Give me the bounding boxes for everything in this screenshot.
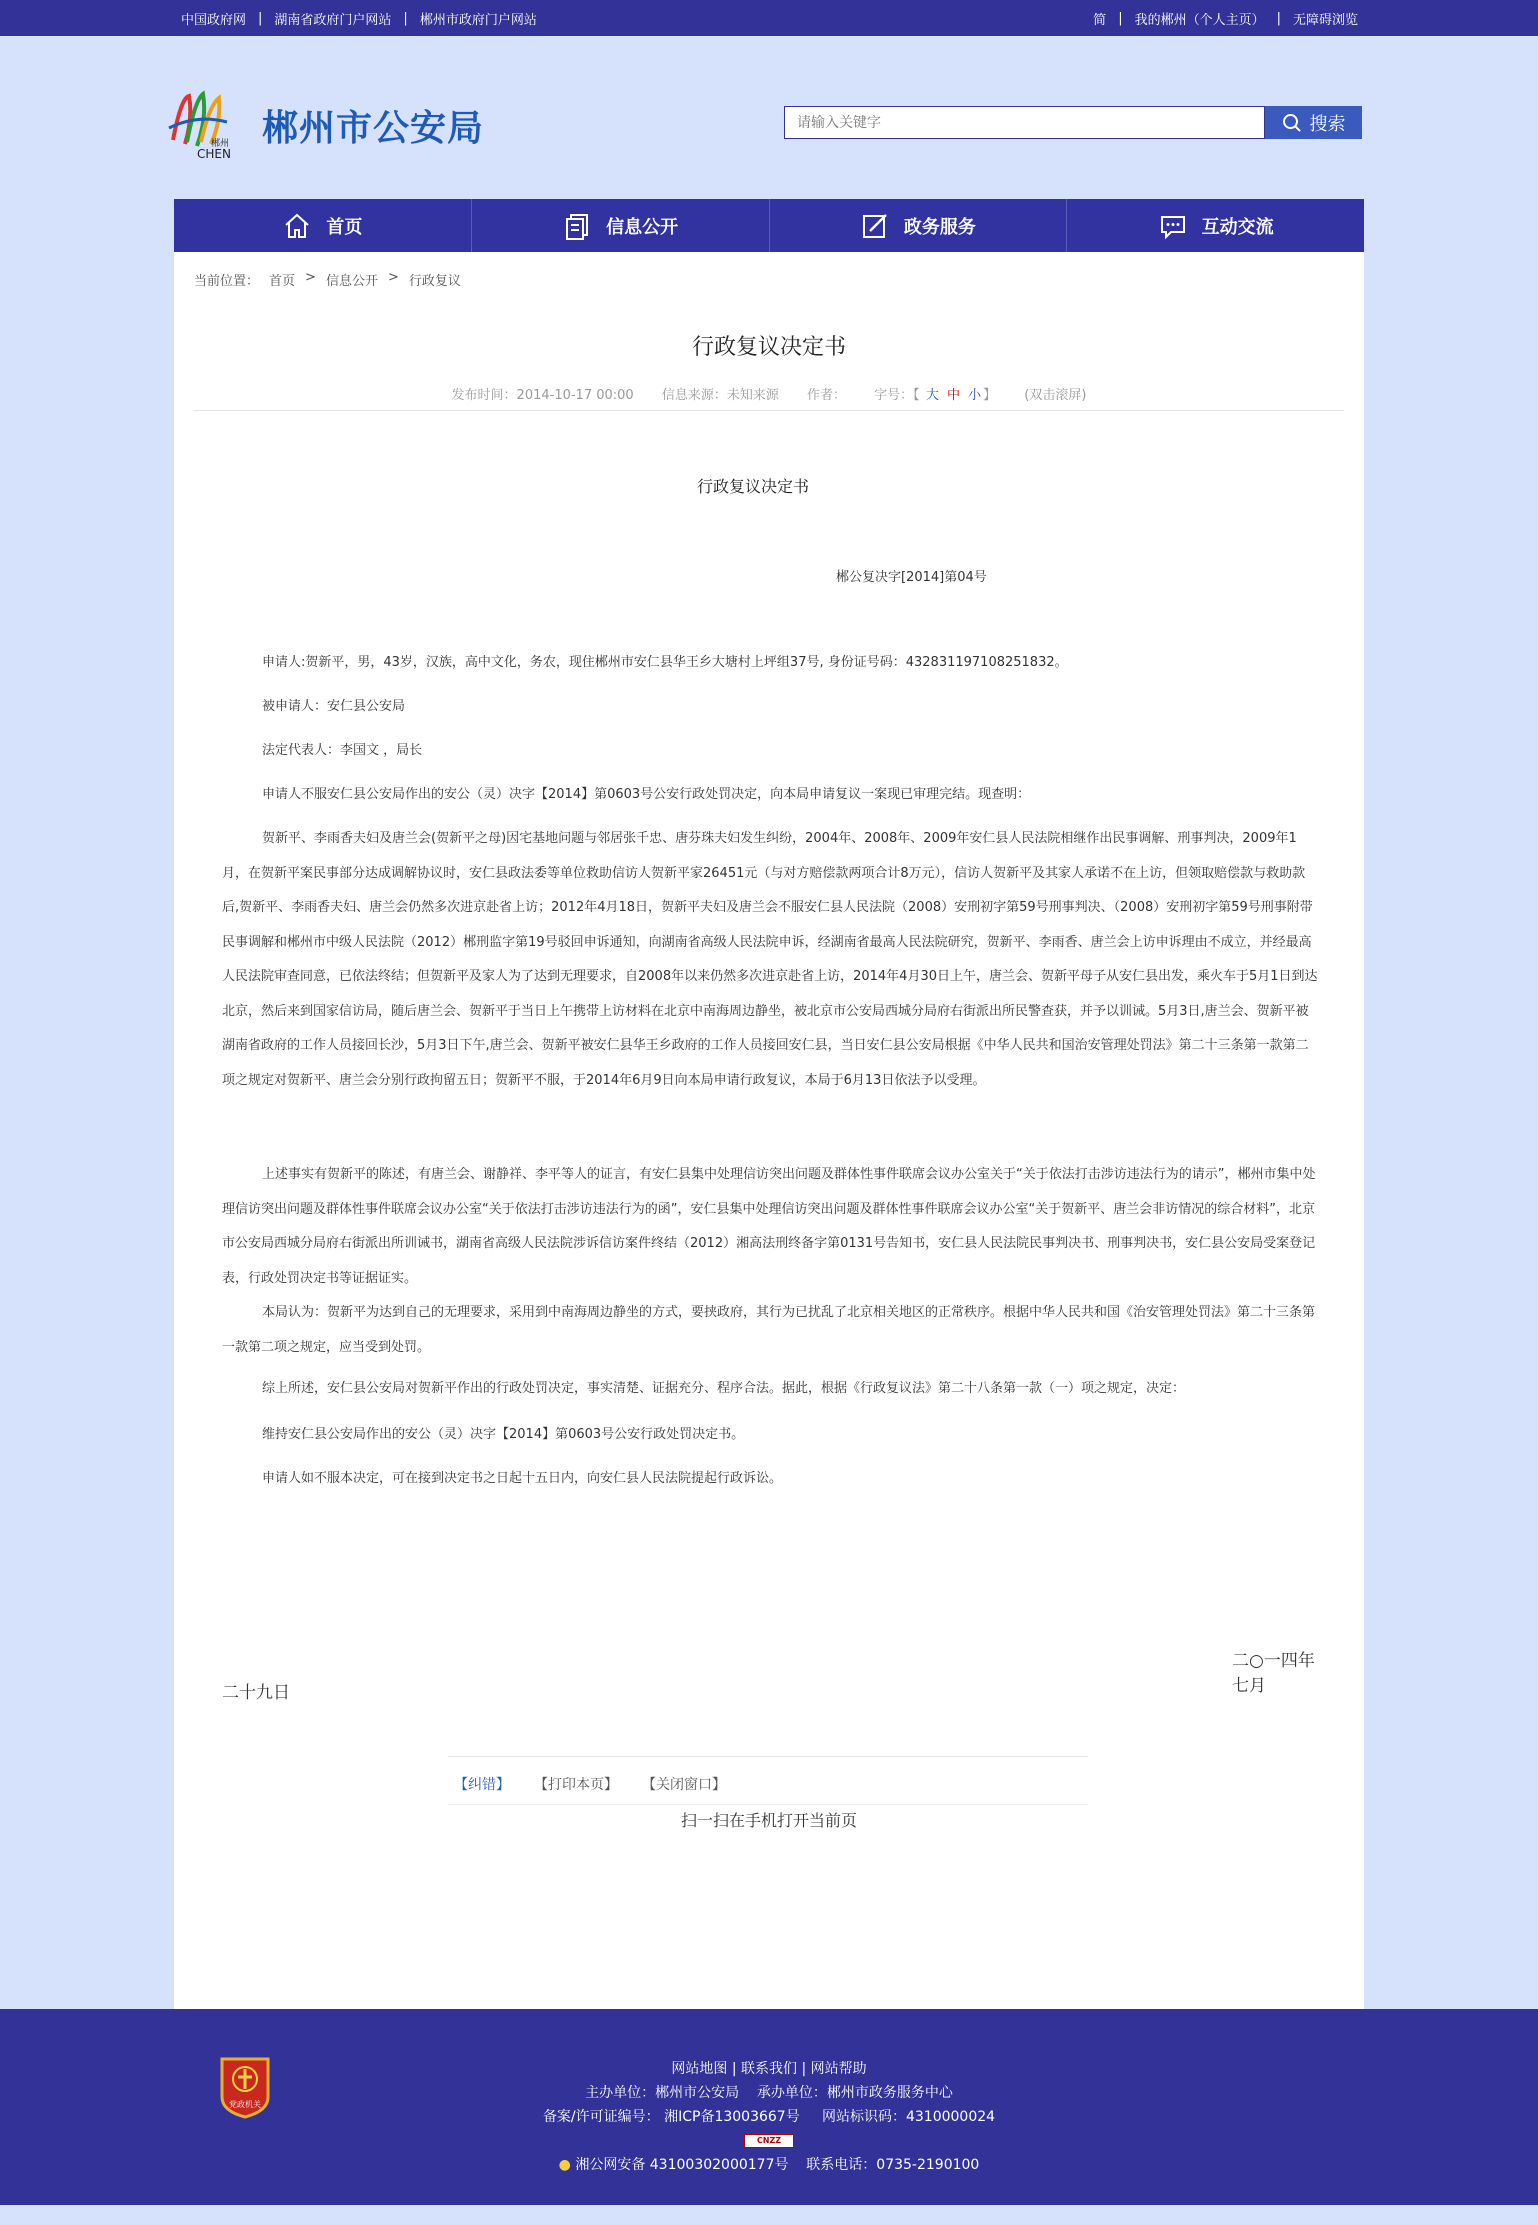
gov-site-badge[interactable]: CNZZ xyxy=(744,2134,794,2148)
font-size-control: 字号：【 大 中 小 】 xyxy=(874,388,1001,403)
font-size-large[interactable]: 大 xyxy=(925,388,939,403)
nav-services[interactable] xyxy=(770,199,1068,252)
sitemap-link[interactable]: 网站地图 xyxy=(671,2061,728,2077)
correct-link[interactable]: 【纠错】 xyxy=(454,1777,510,1793)
nav-home-label: 首页 xyxy=(326,216,363,238)
document-date-line1: 二○一四年七月 xyxy=(1232,1651,1315,1696)
paragraph-evidence: 上述事实有贺新平的陈述，有唐兰会、谢静祥、李平等人的证言，有安仁县集中处理信访突出问题及群体性事件联席会议办公室关于“关于依法打击涉访违法行为的请示”，郴州市集中处理信访突出问题及群体性事件联席会议办公室“关于依法打击涉访违法行为的函”，安仁县集中处理信访突出问题及群体性事件联席会议办公室“关于贺新平、唐兰会非访情况的综合材料”，北京市公安局西城分局府右街派出所训诫书，湖南省高级人民法院涉诉信访案件终结（2012）湘高法刑终备字第0131号告知书，安仁县人民法院民事判决书、刑事判决书，安仁县公安局受案登记表，行政处罚决定书等证据证实。 xyxy=(222,1167,1316,1286)
link-accessibility[interactable]: 无障碍浏览 xyxy=(1292,12,1358,28)
footer-icp[interactable]: 备案/许可证编号： 湘ICP备13003667号 xyxy=(542,2109,800,2125)
print-link[interactable]: 【打印本页】 xyxy=(534,1777,618,1793)
link-hunan-gov[interactable]: 湖南省政府门户网站 xyxy=(274,12,392,28)
link-simplified[interactable]: 简 xyxy=(1093,12,1107,28)
document-icon xyxy=(562,211,592,241)
top-links-right xyxy=(1093,0,1358,36)
document-date-line2: 二十九日 xyxy=(222,1683,290,1703)
page-tools xyxy=(454,1774,726,1794)
divider xyxy=(448,1756,1088,1757)
document-title: 行政复议决定书 xyxy=(696,477,809,496)
footer-links: 网站地图 | 联系我们 | 网站帮助 xyxy=(671,2061,867,2077)
separator: | xyxy=(1276,10,1281,26)
divider xyxy=(448,1804,1088,1805)
publish-time: 发布时间：2014-10-17 00:00 xyxy=(451,388,634,403)
footer-police-line xyxy=(0,2153,1538,2177)
nav-home[interactable] xyxy=(174,199,472,252)
link-my-chenzhou[interactable]: 我的郴州（个人主页） xyxy=(1134,12,1265,28)
footer-info xyxy=(0,2057,1538,2177)
info-source: 信息来源：未知来源 xyxy=(661,388,779,403)
article-meta xyxy=(174,384,1364,403)
paragraph-representative: 法定代表人：李国文 ，局长 xyxy=(262,743,423,758)
font-size-label: 字号： xyxy=(874,388,914,403)
top-bar xyxy=(0,0,1538,36)
edit-icon xyxy=(860,211,890,241)
bottom-strip xyxy=(0,2205,1538,2225)
footer-gov-badge-line xyxy=(0,2129,1538,2153)
main-nav xyxy=(174,199,1364,252)
author: 作者： xyxy=(807,388,847,403)
nav-interaction-label: 互动交流 xyxy=(1201,216,1274,238)
footer-site-code: 网站标识码：4310000024 xyxy=(821,2109,996,2125)
breadcrumb-home[interactable]: 首页 xyxy=(269,274,296,289)
search-button-label: 搜索 xyxy=(1309,113,1346,135)
close-window-link[interactable]: 【关闭窗口】 xyxy=(642,1777,726,1793)
paragraph-intro: 申请人不服安仁县公安局作出的安公（灵）决字【2014】第0603号公安行政处罚决定，向本局申请复议一案现已审理完结。现查明： xyxy=(262,787,1031,802)
site-logo[interactable] xyxy=(167,88,251,160)
breadcrumb xyxy=(194,270,461,289)
footer-icp-line xyxy=(0,2105,1538,2129)
paragraph-facts: 贺新平、李雨香夫妇及唐兰会(贺新平之母)因宅基地问题与邻居张千忠、唐芬珠夫妇发生纠纷，2004年、2008年、2009年安仁县人民法院相继作出民事调解、刑事判决，2009年1月，在贺新平案民事部分达成调解协议时，安仁县政法委等单位救助信访人贺新平家26451元（与对方赔偿款两项合计8万元），信访人贺新平及其家人承诺不在上访，但领取赔偿款与救助款后,贺新平、李雨香夫妇、唐兰会仍然多次进京赴省上访；2012年4月18日，贺新平夫妇及唐兰会不服安仁县人民法院（2008）安刑初字第59号刑事判决、（2008）安刑初字第59号刑事附带民事调解和郴州市中级人民法院（2012）郴刑监字第19号驳回申诉通知，向湖南省高级人民法院申诉，经湖南省最高人民法院研究，贺新平、李雨香、唐兰会上访申诉理由不成立，并经最高人民法院审查同意，已依法终结；但贺新平及家人为了达到无理要求，自2008年以来仍然多次进京赴省上访，2014年4月30日上午，唐兰会、贺新平母子从安仁县出发，乘火车于5月1日到达北京，然后来到国家信访局，随后唐兰会、贺新平于当日上午携带上访材料在北京中南海周边静坐，被北京市公安局西城分局府右街派出所民警查获，并予以训诫。5月3日,唐兰会、贺新平被湖南省政府的工作人员接回长沙，5月3日下午,唐兰会、贺新平被安仁县华王乡政府的工作人员接回安仁县，当日安仁县公安局根据《中华人民共和国治安管理处罚法》第二十三条第一款第二项之规定对贺新平、唐兰会分别行政拘留五日；贺新平不服，于2014年6月9日向本局申请行政复议，本局于6月13日依法予以受理。 xyxy=(222,831,1318,1088)
police-badge-icon: ● xyxy=(558,2157,571,2173)
home-icon xyxy=(282,211,312,241)
breadcrumb-separator: > xyxy=(305,270,316,285)
chat-icon xyxy=(1158,211,1188,241)
svg-text:CHEN: CHEN xyxy=(197,147,231,160)
contact-link[interactable]: 联系我们 xyxy=(741,2061,797,2077)
search-input[interactable] xyxy=(784,106,1265,139)
footer-phone: 联系电话：0735-2190100 xyxy=(806,2157,980,2173)
nav-services-label: 政务服务 xyxy=(903,216,976,238)
font-size-medium[interactable]: 中 xyxy=(946,388,960,403)
footer-police-record[interactable]: 湘公网安备 43100302000177号 xyxy=(575,2157,789,2173)
paragraph-conclusion: 综上所述，安仁县公安局对贺新平作出的行政处罚决定，事实清楚、证据充分、程序合法。据此，根据《行政复议法》第二十八条第一款（一）项之规定，决定： xyxy=(262,1381,1186,1396)
footer-undertaker: 承办单位：郴州市政务服务中心 xyxy=(756,2085,953,2101)
nav-info[interactable] xyxy=(472,199,770,252)
separator: | xyxy=(403,10,408,26)
page-title: 行政复议决定书 xyxy=(691,335,846,360)
top-links-left xyxy=(181,0,537,36)
link-gov-cn[interactable]: 中国政府网 xyxy=(181,12,247,28)
svg-text:党政机关: 党政机关 xyxy=(229,2100,261,2109)
paragraph-opinion: 本局认为：贺新平为达到自己的无理要求，采用到中南海周边静坐的方式，要挟政府，其行为已扰乱了北京相关地区的正常秩序。根据中华人民共和国《治安管理处罚法》第二十三条第一款第二项之规定，应当受到处罚。 xyxy=(222,1305,1316,1355)
paragraph-decision: 维持安仁县公安局作出的安公（灵）决字【2014】第0603号公安行政处罚决定书。 xyxy=(262,1427,745,1442)
breadcrumb-separator: > xyxy=(387,270,399,285)
paragraph-appeal: 申请人如不服本决定，可在接到决定书之日起十五日内，向安仁县人民法院提起行政诉讼。 xyxy=(262,1471,783,1486)
main-panel xyxy=(174,252,1364,2009)
divider xyxy=(194,410,1344,411)
search-button[interactable] xyxy=(1265,106,1362,139)
document-number: 郴公复决字[2014]第04号 xyxy=(836,570,987,585)
nav-interaction[interactable] xyxy=(1067,199,1364,252)
breadcrumb-review[interactable]: 行政复议 xyxy=(408,274,461,289)
svg-text:郴州: 郴州 xyxy=(211,139,230,149)
qr-scan-text: 扫一扫在手机打开当前页 xyxy=(680,1811,857,1830)
site-name[interactable]: 郴州市公安局 xyxy=(262,108,485,149)
link-chenzhou-gov[interactable]: 郴州市政府门户网站 xyxy=(419,12,537,28)
breadcrumb-info[interactable]: 信息公开 xyxy=(325,274,378,289)
footer xyxy=(0,2009,1538,2205)
footer-host-line xyxy=(0,2081,1538,2105)
search-icon xyxy=(1282,113,1302,133)
paragraph-applicant: 申请人:贺新平，男，43岁，汉族，高中文化，务农，现住郴州市安仁县华王乡大塘村上坪组37号, 身份证号码：432831197108251832。 xyxy=(262,655,1068,670)
separator: | xyxy=(258,10,263,26)
footer-host: 主办单位：郴州市公安局 xyxy=(585,2085,740,2101)
breadcrumb-label: 当前位置： xyxy=(194,274,260,289)
paragraph-respondent: 被申请人：安仁县公安局 xyxy=(262,699,406,714)
scroll-hint: (双击滚屏) xyxy=(1024,388,1087,403)
separator: | xyxy=(1118,10,1123,26)
font-size-small[interactable]: 小 xyxy=(968,388,982,403)
help-link[interactable]: 网站帮助 xyxy=(810,2061,867,2077)
nav-info-label: 信息公开 xyxy=(606,216,679,238)
